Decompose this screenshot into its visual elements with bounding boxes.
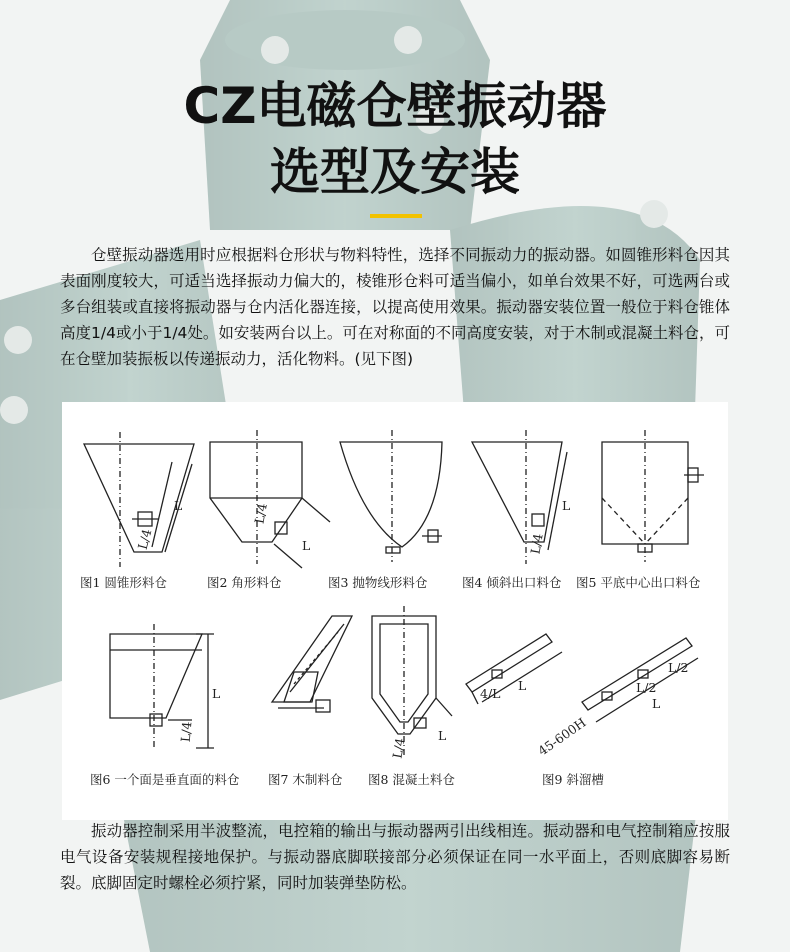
figure-2-angular-bin xyxy=(210,430,330,568)
figure-5-flat-bottom-bin xyxy=(602,430,704,562)
page-title-line1: CZ电磁仓壁振动器 xyxy=(183,77,607,135)
figure-8-label-1: L/4 xyxy=(389,736,408,760)
figure-7-caption: 图7 木制料仓 xyxy=(268,772,343,787)
install-paragraph: 振动器控制采用半波整流，电控箱的输出与振动器两引出线相连。振动器和电气控制箱应按服电气设备安装规程接地保护。与振动器底脚联接部分必须保证在同一水平面上，否则底脚容易断裂。底脚固定时螺栓必须拧紧，同时加装弹垫防松。 xyxy=(60,822,730,892)
figure-3-parabolic-bin xyxy=(340,430,442,562)
figure-7-wooden-bin xyxy=(272,616,352,712)
figure-9-label-1: 4/L xyxy=(480,686,501,701)
figure-2-caption: 图2 角形料仓 xyxy=(207,575,282,590)
figure-8-label-2: L xyxy=(438,728,447,743)
figure-8-caption: 图8 混凝土料仓 xyxy=(368,772,455,787)
figure-4-label-1: L/4 xyxy=(527,532,546,556)
figure-6-label-1: L/4 xyxy=(177,720,195,743)
figure-9-label-3: L/2 xyxy=(636,680,657,695)
figure-2-label-2: L xyxy=(302,538,311,553)
figure-9-caption: 图9 斜溜槽 xyxy=(542,772,604,787)
figure-9-label-6: 45-600H xyxy=(535,714,589,759)
figure-9-label-2: L xyxy=(518,678,527,693)
figure-6-caption: 图6 一个面是垂直面的料仓 xyxy=(90,772,240,787)
figure-2-label-1: L/4 xyxy=(251,502,270,525)
figure-6-label-2: L xyxy=(212,686,221,701)
figure-5-caption: 图5 平底中心出口料仓 xyxy=(576,575,701,590)
intro-paragraph: 仓壁振动器选用时应根据料仓形状与物料特性，选择不同振动力的振动器。如圆锥形料仓因其表面刚度较大，可适当选择振动力偏大的，棱锥形仓料可适当偏小，如单台效果不好，可选两台或多台组装或直接将振动器与仓内活化器连接，以提高使用效果。振动器安装位置一般位于料仓锥体高度1/4或小于1/4处。如安装两台以上。可在对称面的不同高度安装，对于木制或混凝土料仓，可在仓壁加装振板以传递振动力，活化物料。(见下图) xyxy=(60,246,730,368)
figure-1-conical-hopper xyxy=(84,432,194,567)
figure-9-label-5: L xyxy=(652,696,661,711)
figure-9-label-4: L/2 xyxy=(668,660,689,675)
figure-3-caption: 图3 抛物线形料仓 xyxy=(328,575,428,590)
figure-9-inclined-chute xyxy=(466,634,698,758)
page-title-line2: 选型及安装 xyxy=(270,143,520,201)
installation-diagram-panel xyxy=(62,402,728,820)
title-accent-bar xyxy=(370,214,422,218)
figure-4-caption: 图4 倾斜出口料仓 xyxy=(462,575,562,590)
figure-1-caption: 图1 圆锥形料仓 xyxy=(80,575,167,590)
figure-8-concrete-bin xyxy=(372,606,452,760)
figure-6-vertical-wall-bin xyxy=(110,624,220,748)
figure-4-inclined-outlet-bin xyxy=(472,430,570,564)
figure-1-label-1: L/4 xyxy=(134,527,155,552)
figure-1-label-2: L xyxy=(174,498,183,513)
figure-4-label-2: L xyxy=(562,498,571,513)
